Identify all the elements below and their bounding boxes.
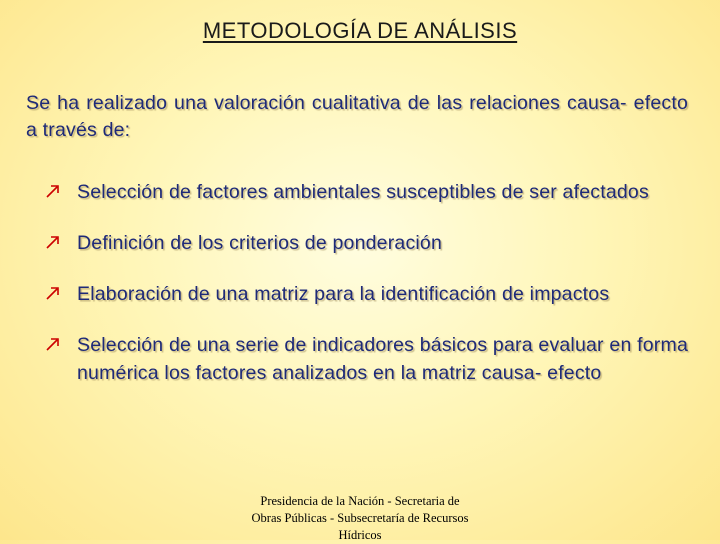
arrow-up-right-icon xyxy=(46,184,60,198)
footer-text: Presidencia de la Nación - Secretaria de Obras Públicas - Subsecretaría de Recursos Hídricos xyxy=(251,494,469,542)
intro-text: Se ha realizado una valoración cualitativa de las relaciones causa- efecto a través de: xyxy=(26,92,688,141)
bullet-item xyxy=(46,280,688,308)
bullet-item xyxy=(46,331,688,387)
bullet-item xyxy=(46,178,688,206)
slide-title: METODOLOGÍA DE ANÁLISIS xyxy=(202,18,518,43)
arrow-up-right-icon xyxy=(46,286,60,300)
bullet-list xyxy=(46,178,688,387)
arrow-up-right-icon xyxy=(46,337,60,351)
bullet-text: Definición de los criterios de ponderación xyxy=(77,232,443,254)
bullet-text: Selección de una serie de indicadores básicos para evaluar en forma numérica los factores analizados en la matriz causa- efecto xyxy=(77,334,688,384)
bullet-item xyxy=(46,229,688,257)
bullet-text: Elaboración de una matriz para la identificación de impactos xyxy=(77,283,610,305)
arrow-up-right-icon xyxy=(46,235,60,249)
bullet-text: Selección de factores ambientales susceptibles de ser afectados xyxy=(77,181,649,203)
